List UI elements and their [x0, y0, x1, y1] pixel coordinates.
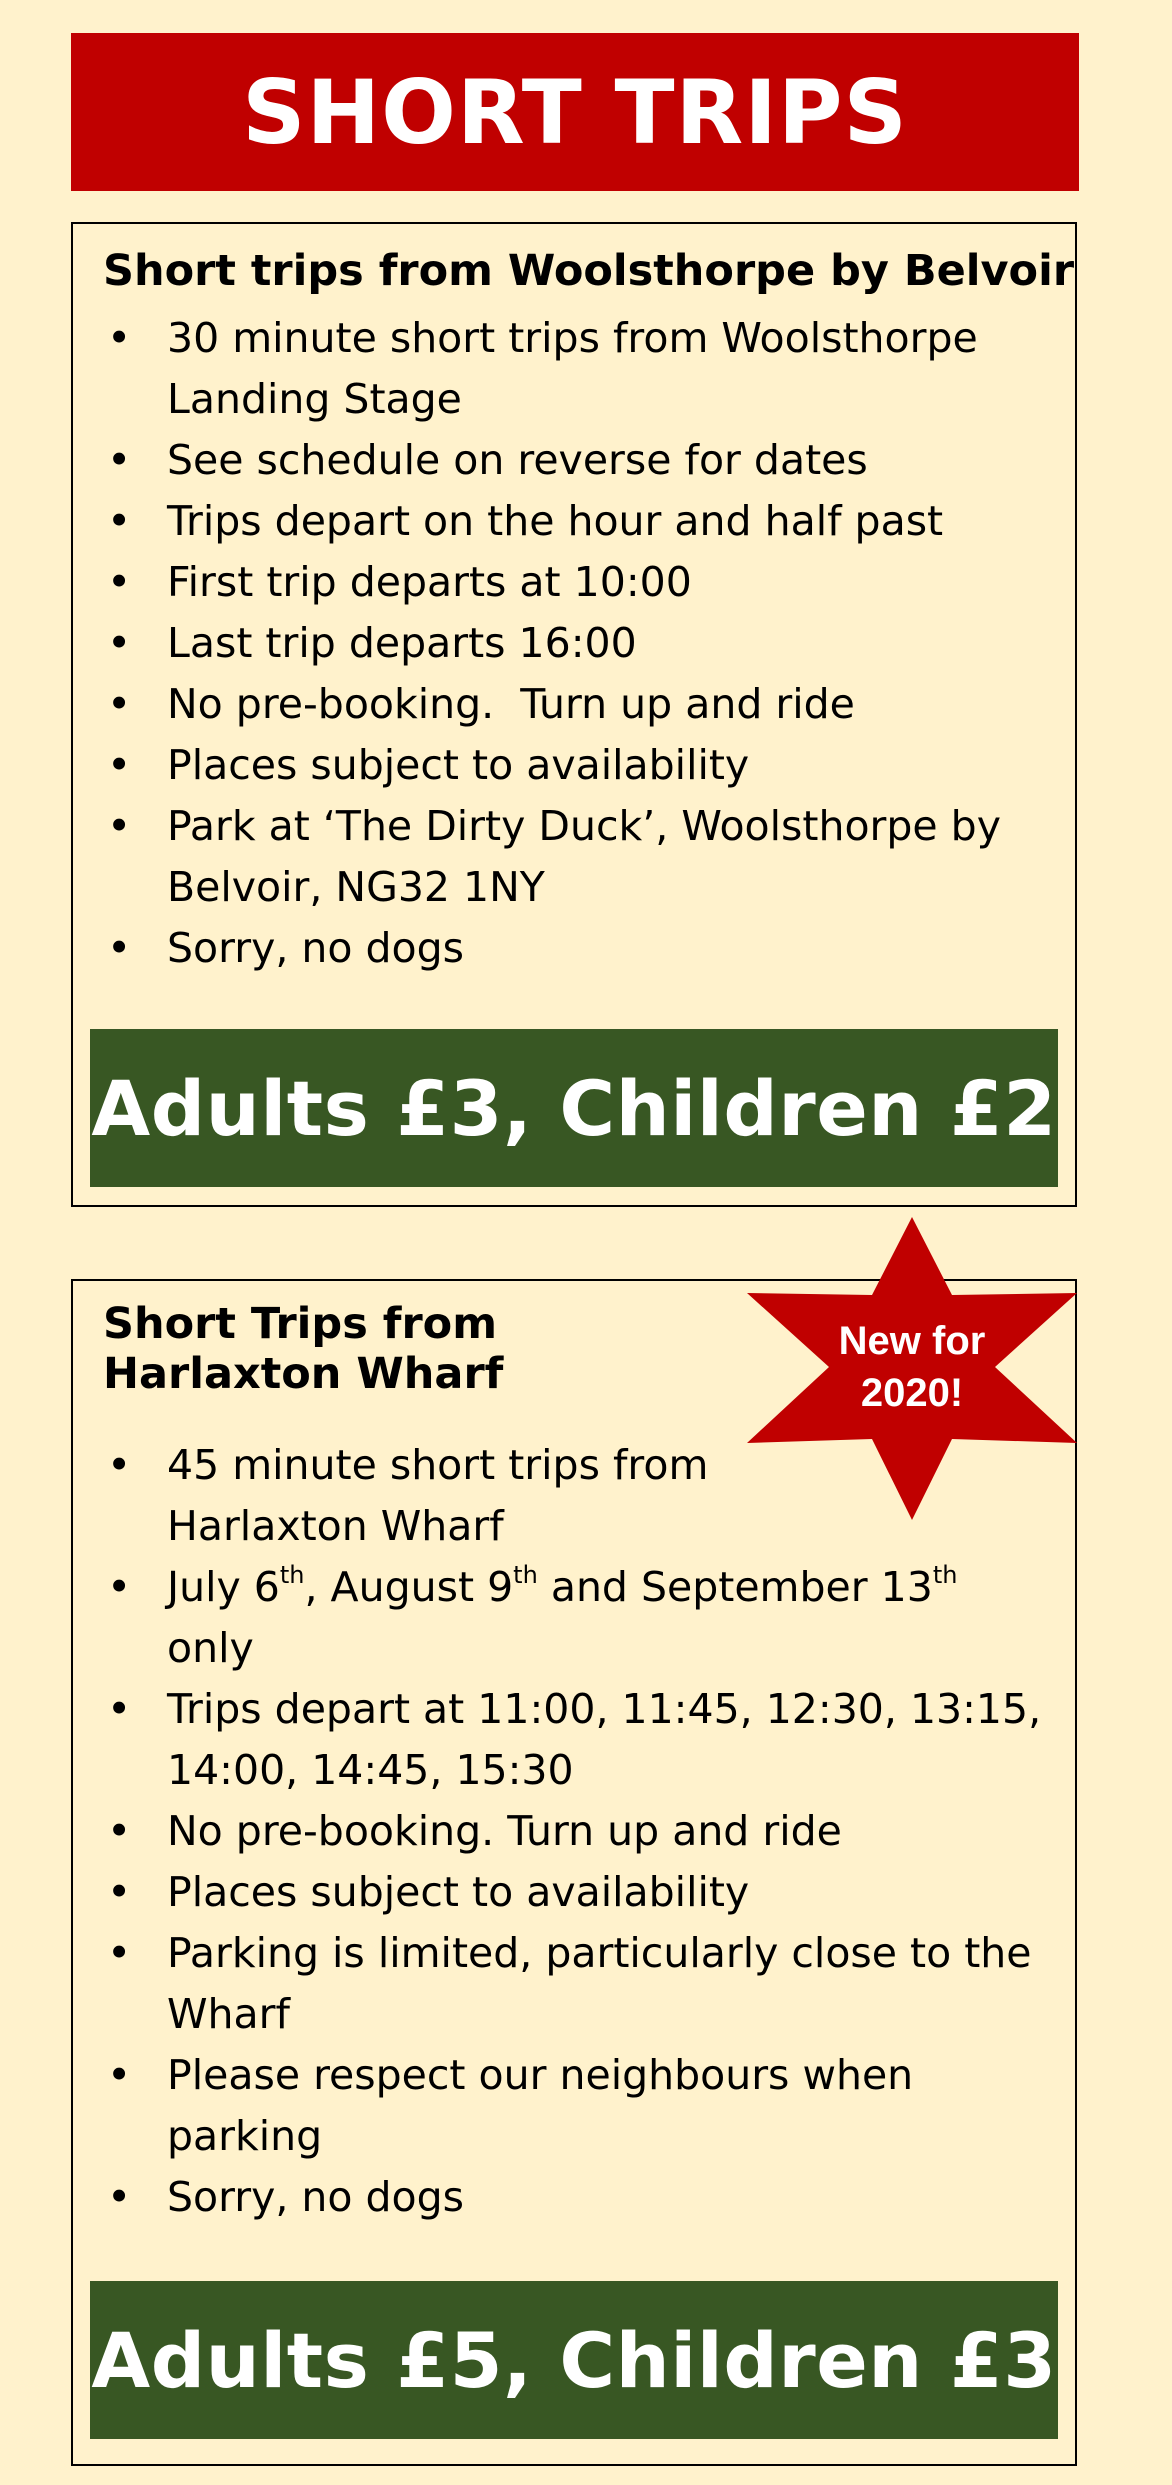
bullet-icon: • — [107, 802, 132, 850]
woolsthorpe-price-bar — [90, 1029, 1058, 1187]
list-item: • No pre-booking. Turn up and ride — [73, 1801, 1075, 1862]
new-badge-label: New for 2020! — [838, 1319, 986, 1415]
harlaxton-price: Adults £5, Children £3 — [91, 2315, 1057, 2405]
list-item: • Parking is limited, particularly close to the Wharf — [73, 1923, 1075, 2045]
list-item: • See schedule on reverse for dates — [73, 430, 1075, 491]
new-badge — [747, 1215, 1077, 1520]
bullet-icon: • — [107, 314, 132, 362]
list-item: • Sorry, no dogs — [73, 918, 1075, 979]
bullet-icon: • — [107, 741, 132, 789]
harlaxton-heading: Short Trips from Harlaxton Wharf — [103, 1299, 504, 1399]
bullet-icon: • — [107, 2173, 132, 2221]
list-item: • Trips depart at 11:00, 11:45, 12:30, 13:15, 14:00, 14:45, 15:30 — [73, 1679, 1075, 1801]
list-item: • Trips depart on the hour and half past — [73, 491, 1075, 552]
bullet-icon: • — [107, 1807, 132, 1855]
woolsthorpe-panel — [71, 222, 1077, 1207]
list-item: • Sorry, no dogs — [73, 2167, 1075, 2228]
bullet-icon: • — [107, 436, 132, 484]
list-item: • Please respect our neighbours when parking — [73, 2045, 1075, 2167]
bullet-icon: • — [107, 1441, 132, 1489]
list-item: • 30 minute short trips from Woolsthorpe Landing Stage — [73, 308, 1075, 430]
harlaxton-price-bar — [90, 2281, 1058, 2439]
woolsthorpe-price: Adults £3, Children £2 — [91, 1063, 1057, 1153]
list-item: • First trip departs at 10:00 — [73, 552, 1075, 613]
bullet-icon: • — [107, 497, 132, 545]
list-item: • Last trip departs 16:00 — [73, 613, 1075, 674]
bullet-icon: • — [107, 619, 132, 667]
bullet-icon: • — [107, 1868, 132, 1916]
list-item: • Places subject to availability — [73, 1862, 1075, 1923]
list-item: • Places subject to availability — [73, 735, 1075, 796]
bullet-icon: • — [107, 2051, 132, 2099]
list-item: • 45 minute short trips from Harlaxton Wharf — [73, 1435, 1075, 1557]
bullet-icon: • — [107, 558, 132, 606]
list-item: • No pre-booking. Turn up and ride — [73, 674, 1075, 735]
bullet-icon: • — [107, 680, 132, 728]
list-item: • Park at ‘The Dirty Duck’, Woolsthorpe by Belvoir, NG32 1NY — [73, 796, 1075, 918]
page-title: SHORT TRIPS — [242, 60, 908, 164]
title-banner — [71, 33, 1079, 191]
harlaxton-bullet-list — [73, 1435, 1075, 2228]
bullet-icon: • — [107, 1685, 132, 1733]
bullet-icon: • — [107, 1563, 132, 1611]
woolsthorpe-bullet-list — [73, 308, 1075, 979]
bullet-icon: • — [107, 1929, 132, 1977]
woolsthorpe-heading: Short trips from Woolsthorpe by Belvoir — [103, 246, 1075, 296]
list-item: • July 6th, August 9th and September 13th only — [73, 1557, 1075, 1679]
bullet-icon: • — [107, 924, 132, 972]
